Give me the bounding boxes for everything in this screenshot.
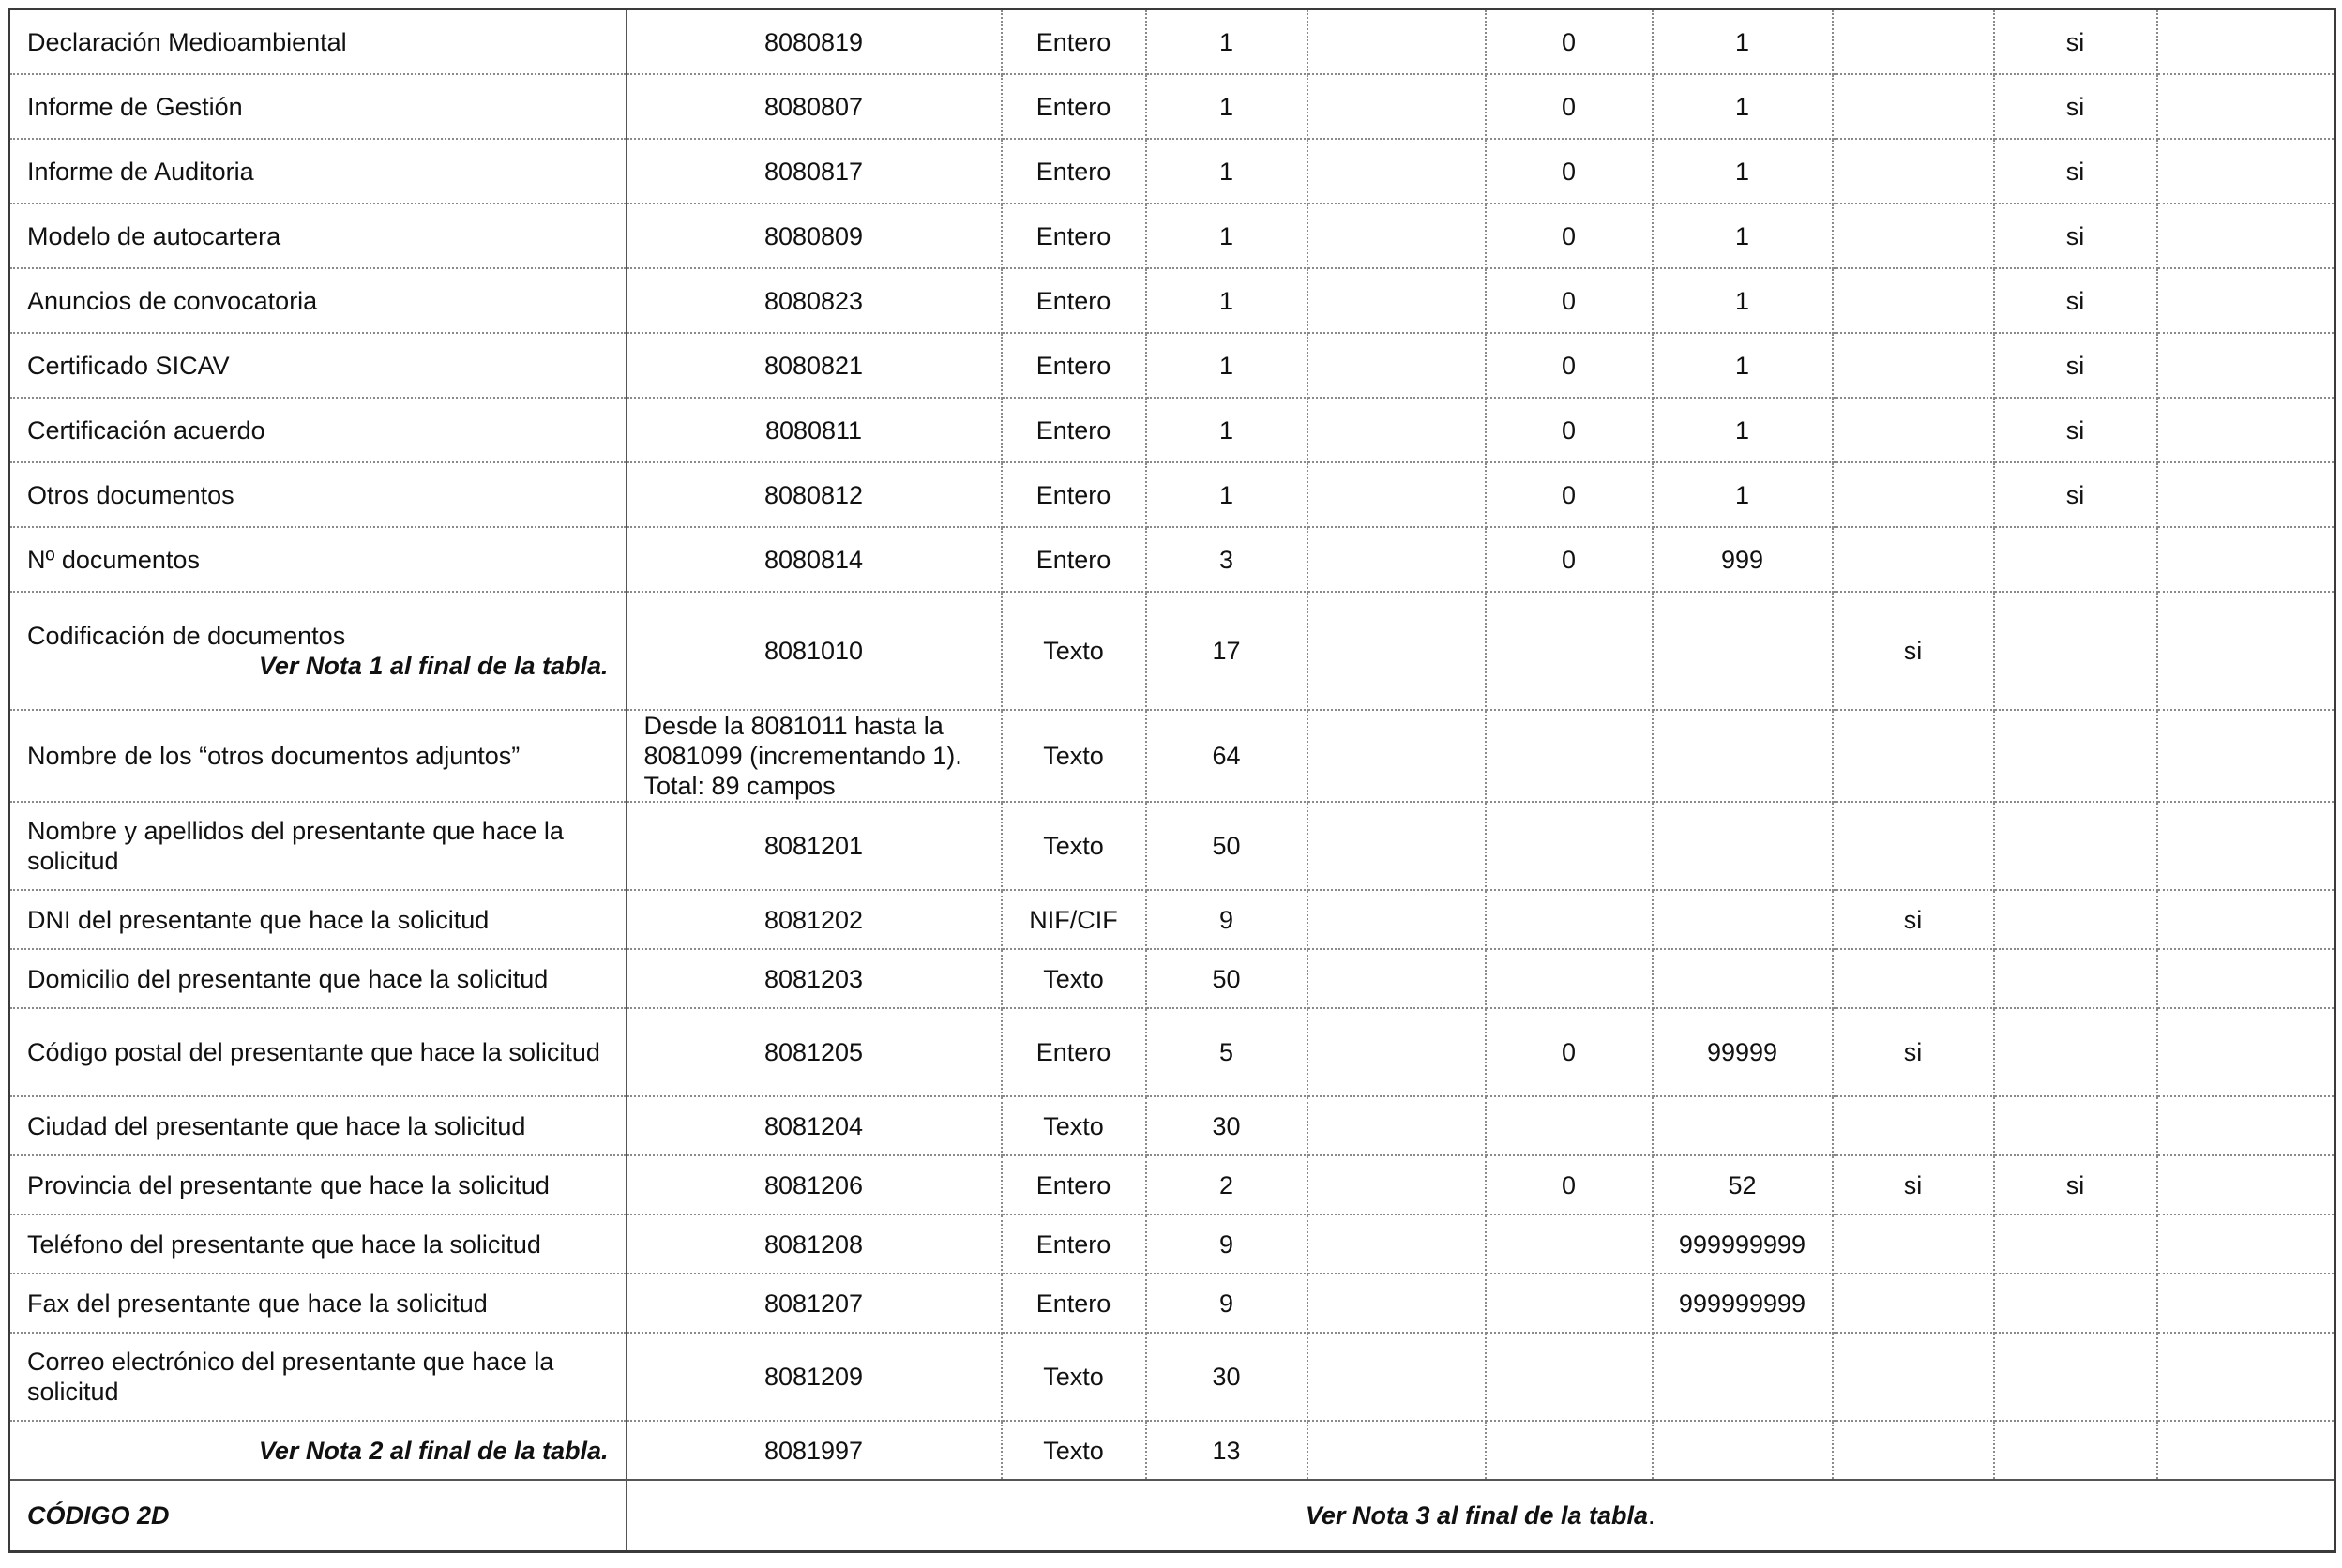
cell-len: 64 — [1146, 710, 1307, 802]
cell-c5 — [1307, 710, 1486, 802]
table-row — [9, 1096, 2335, 1155]
cell-c9: si — [1994, 74, 2157, 139]
cell-code: 8081202 — [627, 890, 1002, 949]
cell-c5 — [1307, 9, 1486, 75]
cell-max: 1 — [1653, 333, 1833, 398]
cell-c10 — [2157, 74, 2335, 139]
cell-c5 — [1307, 74, 1486, 139]
cell-c8 — [1833, 204, 1994, 268]
cell-c5 — [1307, 592, 1486, 710]
cell-len: 1 — [1146, 398, 1307, 462]
cell-c9: si — [1994, 204, 2157, 268]
field-name-cell — [9, 139, 627, 204]
cell-c5 — [1307, 268, 1486, 333]
field-name: Declaración Medioambiental — [27, 27, 347, 56]
cell-c9 — [1994, 1274, 2157, 1333]
cell-c8 — [1833, 1214, 1994, 1274]
field-name: DNI del presentante que hace la solicitud — [27, 905, 490, 934]
cell-c5 — [1307, 139, 1486, 204]
cell-c9 — [1994, 1421, 2157, 1480]
cell-c9: si — [1994, 9, 2157, 75]
field-name: Informe de Auditoria — [27, 157, 254, 186]
cell-type: Entero — [1002, 268, 1146, 333]
cell-c9 — [1994, 949, 2157, 1008]
table-row — [9, 1008, 2335, 1096]
cell-code: 8081207 — [627, 1274, 1002, 1333]
cell-c8 — [1833, 268, 1994, 333]
table-row — [9, 1155, 2335, 1214]
table-row — [9, 1214, 2335, 1274]
cell-max: 999999999 — [1653, 1274, 1833, 1333]
cell-min — [1486, 1096, 1653, 1155]
field-name: Fax del presentante que hace la solicitud — [27, 1289, 488, 1318]
cell-c9 — [1994, 710, 2157, 802]
cell-len: 1 — [1146, 139, 1307, 204]
nota-3-period: . — [1648, 1501, 1655, 1530]
cell-type: Entero — [1002, 398, 1146, 462]
field-name-cell — [9, 1333, 627, 1421]
field-name-cell — [9, 1274, 627, 1333]
cell-c5 — [1307, 1096, 1486, 1155]
cell-len: 5 — [1146, 1008, 1307, 1096]
field-name-cell — [9, 398, 627, 462]
table-row — [9, 204, 2335, 268]
cell-max: 1 — [1653, 462, 1833, 527]
cell-type: Entero — [1002, 139, 1146, 204]
cell-code: 8080823 — [627, 268, 1002, 333]
cell-len: 1 — [1146, 333, 1307, 398]
field-name: Certificado SICAV — [27, 351, 230, 380]
cell-c10 — [2157, 949, 2335, 1008]
cell-type: Entero — [1002, 462, 1146, 527]
cell-c8 — [1833, 1274, 1994, 1333]
field-name-cell — [9, 1421, 627, 1480]
field-name: Provincia del presentante que hace la solicitud — [27, 1170, 550, 1199]
table-note: Ver Nota 1 al final de la tabla. — [258, 652, 609, 680]
cell-c9 — [1994, 890, 2157, 949]
field-name: Ciudad del presentante que hace la solicitud — [27, 1111, 526, 1140]
cell-type: Entero — [1002, 527, 1146, 592]
cell-max: 1 — [1653, 204, 1833, 268]
field-name: Certificación acuerdo — [27, 415, 265, 445]
cell-max — [1653, 949, 1833, 1008]
cell-type: Entero — [1002, 1274, 1146, 1333]
cell-c8 — [1833, 1333, 1994, 1421]
field-name-cell — [9, 802, 627, 890]
cell-c10 — [2157, 1008, 2335, 1096]
cell-type: Texto — [1002, 592, 1146, 710]
cell-c9: si — [1994, 268, 2157, 333]
field-name: Informe de Gestión — [27, 92, 243, 121]
cell-len: 50 — [1146, 949, 1307, 1008]
table-row — [9, 139, 2335, 204]
cell-code: 8081201 — [627, 802, 1002, 890]
field-name-cell — [9, 949, 627, 1008]
field-name: Otros documentos — [27, 480, 234, 509]
cell-min: 0 — [1486, 1008, 1653, 1096]
cell-c8: si — [1833, 1008, 1994, 1096]
cell-c10 — [2157, 1421, 2335, 1480]
table-row — [9, 268, 2335, 333]
field-name: Nº documentos — [27, 545, 200, 574]
field-name: Anuncios de convocatoria — [27, 286, 318, 315]
field-name-cell — [9, 74, 627, 139]
table-row — [9, 1274, 2335, 1333]
cell-min: 0 — [1486, 9, 1653, 75]
cell-max: 52 — [1653, 1155, 1833, 1214]
cell-type: Entero — [1002, 74, 1146, 139]
cell-c8 — [1833, 802, 1994, 890]
cell-len: 9 — [1146, 890, 1307, 949]
cell-c10 — [2157, 710, 2335, 802]
cell-len: 1 — [1146, 268, 1307, 333]
cell-len: 1 — [1146, 74, 1307, 139]
cell-c9 — [1994, 527, 2157, 592]
cell-code: 8080812 — [627, 462, 1002, 527]
cell-c5 — [1307, 1214, 1486, 1274]
cell-max: 999999999 — [1653, 1214, 1833, 1274]
cell-len: 2 — [1146, 1155, 1307, 1214]
cell-min: 0 — [1486, 462, 1653, 527]
cell-c10 — [2157, 527, 2335, 592]
field-name: Codificación de documentos — [27, 622, 346, 650]
table-row — [9, 1333, 2335, 1421]
field-name: Nombre de los “otros documentos adjuntos” — [27, 742, 521, 770]
cell-min: 0 — [1486, 268, 1653, 333]
cell-code: 8080811 — [627, 398, 1002, 462]
table-note: Ver Nota 2 al final de la tabla. — [258, 1436, 609, 1465]
cell-min — [1486, 1214, 1653, 1274]
cell-max — [1653, 890, 1833, 949]
field-name-cell — [9, 1214, 627, 1274]
cell-max: 1 — [1653, 9, 1833, 75]
cell-c10 — [2157, 398, 2335, 462]
cell-c10 — [2157, 890, 2335, 949]
cell-len: 17 — [1146, 592, 1307, 710]
table-row — [9, 592, 2335, 710]
field-name: Nombre y apellidos del presentante que hace la solicitud — [27, 817, 564, 875]
cell-max — [1653, 1421, 1833, 1480]
cell-c5 — [1307, 398, 1486, 462]
cell-c5 — [1307, 462, 1486, 527]
cell-max: 1 — [1653, 268, 1833, 333]
cell-c10 — [2157, 592, 2335, 710]
cell-code: 8080807 — [627, 74, 1002, 139]
cell-code: 8080817 — [627, 139, 1002, 204]
cell-min: 0 — [1486, 333, 1653, 398]
cell-c5 — [1307, 1333, 1486, 1421]
cell-c9: si — [1994, 1155, 2157, 1214]
cell-type: Entero — [1002, 1008, 1146, 1096]
cell-len: 1 — [1146, 462, 1307, 527]
cell-min — [1486, 949, 1653, 1008]
field-name-cell — [9, 9, 627, 75]
cell-c8 — [1833, 462, 1994, 527]
cell-min — [1486, 1421, 1653, 1480]
field-name-cell — [9, 268, 627, 333]
cell-type: Texto — [1002, 949, 1146, 1008]
table-row — [9, 949, 2335, 1008]
cell-min — [1486, 592, 1653, 710]
table-row — [9, 1421, 2335, 1480]
cell-max: 1 — [1653, 398, 1833, 462]
cell-c9 — [1994, 1333, 2157, 1421]
cell-c8 — [1833, 1421, 1994, 1480]
document-page — [8, 8, 2334, 1553]
cell-c5 — [1307, 333, 1486, 398]
cell-c5 — [1307, 1008, 1486, 1096]
cell-max: 1 — [1653, 74, 1833, 139]
cell-max — [1653, 1096, 1833, 1155]
cell-min — [1486, 1274, 1653, 1333]
cell-min: 0 — [1486, 527, 1653, 592]
table-row — [9, 333, 2335, 398]
cell-len: 1 — [1146, 204, 1307, 268]
cell-c9 — [1994, 592, 2157, 710]
cell-c5 — [1307, 527, 1486, 592]
cell-c8 — [1833, 139, 1994, 204]
cell-c5 — [1307, 1274, 1486, 1333]
cell-c5 — [1307, 949, 1486, 1008]
cell-min: 0 — [1486, 1155, 1653, 1214]
cell-type: Entero — [1002, 333, 1146, 398]
cell-min: 0 — [1486, 204, 1653, 268]
field-name-cell — [9, 1096, 627, 1155]
cell-c10 — [2157, 1333, 2335, 1421]
cell-len: 1 — [1146, 9, 1307, 75]
cell-c9: si — [1994, 139, 2157, 204]
table-row — [9, 527, 2335, 592]
cell-max — [1653, 592, 1833, 710]
table-row — [9, 710, 2335, 802]
cell-c8 — [1833, 710, 1994, 802]
cell-c8: si — [1833, 1155, 1994, 1214]
cell-code: 8080809 — [627, 204, 1002, 268]
cell-c8 — [1833, 333, 1994, 398]
cell-c10 — [2157, 139, 2335, 204]
cell-c5 — [1307, 1155, 1486, 1214]
codigo-2d-label: CÓDIGO 2D — [9, 1480, 627, 1552]
cell-len: 50 — [1146, 802, 1307, 890]
field-name: Teléfono del presentante que hace la solicitud — [27, 1229, 541, 1259]
cell-max: 99999 — [1653, 1008, 1833, 1096]
cell-code: 8081010 — [627, 592, 1002, 710]
field-name-cell — [9, 1008, 627, 1096]
cell-c10 — [2157, 1214, 2335, 1274]
cell-type: Entero — [1002, 1155, 1146, 1214]
cell-c10 — [2157, 802, 2335, 890]
cell-c10 — [2157, 204, 2335, 268]
cell-code: 8081209 — [627, 1333, 1002, 1421]
field-name-cell — [9, 204, 627, 268]
field-name-cell — [9, 710, 627, 802]
cell-code: 8080819 — [627, 9, 1002, 75]
table-row — [9, 74, 2335, 139]
cell-type: Texto — [1002, 710, 1146, 802]
cell-c8 — [1833, 527, 1994, 592]
cell-c5 — [1307, 802, 1486, 890]
cell-max: 1 — [1653, 139, 1833, 204]
cell-c9 — [1994, 1008, 2157, 1096]
field-name-cell — [9, 333, 627, 398]
cell-max — [1653, 1333, 1833, 1421]
cell-len: 13 — [1146, 1421, 1307, 1480]
cell-c9 — [1994, 802, 2157, 890]
cell-c9 — [1994, 1096, 2157, 1155]
cell-c8: si — [1833, 890, 1994, 949]
cell-c5 — [1307, 890, 1486, 949]
cell-c9 — [1994, 1214, 2157, 1274]
field-name-cell — [9, 890, 627, 949]
table-row — [9, 398, 2335, 462]
cell-type: Texto — [1002, 802, 1146, 890]
cell-c10 — [2157, 268, 2335, 333]
cell-c8: si — [1833, 592, 1994, 710]
cell-code: 8080814 — [627, 527, 1002, 592]
field-name-cell — [9, 527, 627, 592]
cell-len: 30 — [1146, 1096, 1307, 1155]
footer-row — [9, 1480, 2335, 1552]
cell-min — [1486, 710, 1653, 802]
cell-c10 — [2157, 1274, 2335, 1333]
cell-type: Texto — [1002, 1333, 1146, 1421]
cell-c9: si — [1994, 462, 2157, 527]
cell-min: 0 — [1486, 74, 1653, 139]
cell-c10 — [2157, 333, 2335, 398]
table-row — [9, 890, 2335, 949]
cell-c9: si — [1994, 333, 2157, 398]
cell-len: 9 — [1146, 1214, 1307, 1274]
field-name: Modelo de autocartera — [27, 221, 281, 250]
field-name-cell — [9, 462, 627, 527]
cell-type: NIF/CIF — [1002, 890, 1146, 949]
nota-3-text: Ver Nota 3 al final de la tabla — [1305, 1501, 1649, 1530]
field-name-cell — [9, 592, 627, 710]
cell-max — [1653, 710, 1833, 802]
cell-code: 8081208 — [627, 1214, 1002, 1274]
cell-c10 — [2157, 1096, 2335, 1155]
cell-code: 8080821 — [627, 333, 1002, 398]
cell-min — [1486, 1333, 1653, 1421]
cell-type: Entero — [1002, 204, 1146, 268]
cell-max: 999 — [1653, 527, 1833, 592]
cell-c8 — [1833, 9, 1994, 75]
table-row — [9, 9, 2335, 75]
cell-len: 9 — [1146, 1274, 1307, 1333]
table-row — [9, 462, 2335, 527]
cell-type: Texto — [1002, 1421, 1146, 1480]
cell-code: 8081206 — [627, 1155, 1002, 1214]
table-row — [9, 802, 2335, 890]
cell-code: 8081997 — [627, 1421, 1002, 1480]
cell-code: 8081203 — [627, 949, 1002, 1008]
cell-min: 0 — [1486, 398, 1653, 462]
cell-c8 — [1833, 1096, 1994, 1155]
cell-type: Texto — [1002, 1096, 1146, 1155]
cell-c9: si — [1994, 398, 2157, 462]
cell-type: Entero — [1002, 9, 1146, 75]
cell-c10 — [2157, 1155, 2335, 1214]
cell-c5 — [1307, 1421, 1486, 1480]
cell-len: 30 — [1146, 1333, 1307, 1421]
cell-code: 8081204 — [627, 1096, 1002, 1155]
cell-c8 — [1833, 398, 1994, 462]
cell-c8 — [1833, 74, 1994, 139]
cell-min: 0 — [1486, 139, 1653, 204]
field-name: Código postal del presentante que hace la solicitud — [27, 1038, 600, 1066]
cell-min — [1486, 890, 1653, 949]
cell-code: Desde la 8081011 hasta la 8081099 (incrementando 1). Total: 89 campos — [627, 710, 1002, 802]
cell-max — [1653, 802, 1833, 890]
cell-len: 3 — [1146, 527, 1307, 592]
nota-3-cell — [627, 1480, 2335, 1552]
cell-min — [1486, 802, 1653, 890]
field-name: Correo electrónico del presentante que hace la solicitud — [27, 1348, 554, 1406]
cell-c10 — [2157, 462, 2335, 527]
cell-type: Entero — [1002, 1214, 1146, 1274]
fields-table — [8, 8, 2336, 1553]
field-name: Domicilio del presentante que hace la solicitud — [27, 964, 549, 993]
field-name-cell — [9, 1155, 627, 1214]
cell-c5 — [1307, 204, 1486, 268]
cell-c10 — [2157, 9, 2335, 75]
cell-code: 8081205 — [627, 1008, 1002, 1096]
cell-c8 — [1833, 949, 1994, 1008]
